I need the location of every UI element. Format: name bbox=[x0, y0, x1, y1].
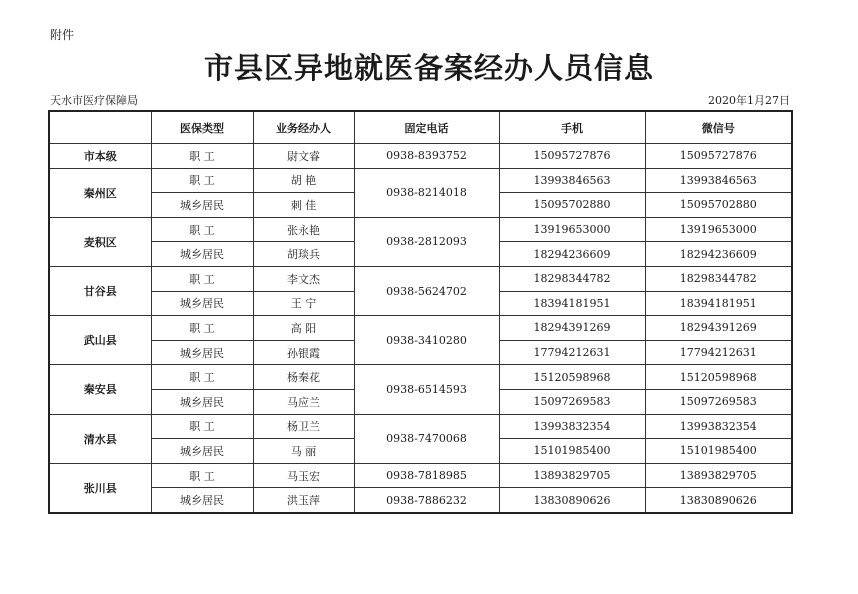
landline-cell: 0938-7886232 bbox=[354, 488, 499, 513]
wechat-cell: 18298344782 bbox=[645, 266, 792, 291]
wechat-cell: 18294236609 bbox=[645, 242, 792, 267]
wechat-cell: 18294391269 bbox=[645, 316, 792, 341]
region-cell: 市本级 bbox=[49, 144, 151, 169]
agent-cell: 洪玉萍 bbox=[253, 488, 354, 513]
mobile-cell: 13993846563 bbox=[499, 168, 645, 193]
wechat-cell: 13993832354 bbox=[645, 414, 792, 439]
attachment-label: 附件 bbox=[50, 28, 75, 42]
wechat-cell: 18394181951 bbox=[645, 291, 792, 316]
region-cell: 清水县 bbox=[49, 414, 151, 463]
insurance-type-cell: 职 工 bbox=[151, 266, 253, 291]
insurance-type-cell: 职 工 bbox=[151, 414, 253, 439]
agent-cell: 马 丽 bbox=[253, 439, 354, 464]
mobile-cell: 13893829705 bbox=[499, 463, 645, 488]
mobile-cell: 15120598968 bbox=[499, 365, 645, 390]
organization-name: 天水市医疗保障局 bbox=[50, 94, 138, 107]
mobile-cell: 13993832354 bbox=[499, 414, 645, 439]
wechat-cell: 15120598968 bbox=[645, 365, 792, 390]
agent-cell: 王 宁 bbox=[253, 291, 354, 316]
region-cell: 武山县 bbox=[49, 316, 151, 365]
mobile-cell: 18294236609 bbox=[499, 242, 645, 267]
agent-cell: 杨卫兰 bbox=[253, 414, 354, 439]
landline-cell: 0938-8214018 bbox=[354, 168, 499, 217]
wechat-cell: 15095727876 bbox=[645, 144, 792, 169]
landline-cell: 0938-5624702 bbox=[354, 266, 499, 315]
table-row bbox=[49, 316, 792, 341]
wechat-cell: 15097269583 bbox=[645, 389, 792, 414]
agent-cell: 杨秦花 bbox=[253, 365, 354, 390]
agent-cell: 马应兰 bbox=[253, 389, 354, 414]
mobile-cell: 13919653000 bbox=[499, 217, 645, 242]
insurance-type-cell: 职 工 bbox=[151, 316, 253, 341]
document-date: 2020年1月27日 bbox=[708, 94, 790, 107]
wechat-cell: 15095702880 bbox=[645, 193, 792, 218]
table-row bbox=[49, 365, 792, 390]
mobile-cell: 15095702880 bbox=[499, 193, 645, 218]
table-row bbox=[49, 217, 792, 242]
agent-cell: 马玉宏 bbox=[253, 463, 354, 488]
insurance-type-cell: 城乡居民 bbox=[151, 389, 253, 414]
table-row bbox=[49, 463, 792, 488]
wechat-cell: 13993846563 bbox=[645, 168, 792, 193]
landline-cell: 0938-7470068 bbox=[354, 414, 499, 463]
page-title: 市县区异地就医备案经办人员信息 bbox=[203, 51, 654, 85]
insurance-type-cell: 职 工 bbox=[151, 168, 253, 193]
landline-cell: 0938-8393752 bbox=[354, 144, 499, 169]
table-header-row bbox=[49, 111, 792, 144]
wechat-cell: 13919653000 bbox=[645, 217, 792, 242]
agent-cell: 胡琰兵 bbox=[253, 242, 354, 267]
table-row bbox=[49, 168, 792, 193]
column-header-agent: 业务经办人 bbox=[253, 111, 354, 144]
region-cell: 秦州区 bbox=[49, 168, 151, 217]
landline-cell: 0938-6514593 bbox=[354, 365, 499, 414]
agent-cell: 胡 艳 bbox=[253, 168, 354, 193]
column-header-wechat: 微信号 bbox=[645, 111, 792, 144]
mobile-cell: 17794212631 bbox=[499, 340, 645, 365]
mobile-cell: 13830890626 bbox=[499, 488, 645, 513]
landline-cell: 0938-7818985 bbox=[354, 463, 499, 488]
column-header-landline: 固定电话 bbox=[354, 111, 499, 144]
region-cell: 张川县 bbox=[49, 463, 151, 513]
table-row bbox=[49, 144, 792, 169]
table-row bbox=[49, 488, 792, 513]
agent-cell: 高 阳 bbox=[253, 316, 354, 341]
staff-table bbox=[48, 110, 793, 514]
wechat-cell: 13830890626 bbox=[645, 488, 792, 513]
agent-cell: 孙银霞 bbox=[253, 340, 354, 365]
region-cell: 秦安县 bbox=[49, 365, 151, 414]
mobile-cell: 18298344782 bbox=[499, 266, 645, 291]
mobile-cell: 15097269583 bbox=[499, 389, 645, 414]
agent-cell: 张永艳 bbox=[253, 217, 354, 242]
mobile-cell: 15095727876 bbox=[499, 144, 645, 169]
landline-cell: 0938-3410280 bbox=[354, 316, 499, 365]
mobile-cell: 15101985400 bbox=[499, 439, 645, 464]
column-header-insurance-type: 医保类型 bbox=[151, 111, 253, 144]
agent-cell: 刺 佳 bbox=[253, 193, 354, 218]
insurance-type-cell: 城乡居民 bbox=[151, 193, 253, 218]
agent-cell: 李文杰 bbox=[253, 266, 354, 291]
region-cell: 甘谷县 bbox=[49, 266, 151, 315]
insurance-type-cell: 城乡居民 bbox=[151, 242, 253, 267]
insurance-type-cell: 城乡居民 bbox=[151, 291, 253, 316]
landline-cell: 0938-2812093 bbox=[354, 217, 499, 266]
wechat-cell: 15101985400 bbox=[645, 439, 792, 464]
insurance-type-cell: 职 工 bbox=[151, 463, 253, 488]
mobile-cell: 18294391269 bbox=[499, 316, 645, 341]
agent-cell: 尉文睿 bbox=[253, 144, 354, 169]
insurance-type-cell: 职 工 bbox=[151, 144, 253, 169]
table-row bbox=[49, 266, 792, 291]
wechat-cell: 13893829705 bbox=[645, 463, 792, 488]
column-header-region bbox=[49, 111, 151, 144]
table-row bbox=[49, 414, 792, 439]
region-cell: 麦积区 bbox=[49, 217, 151, 266]
insurance-type-cell: 城乡居民 bbox=[151, 340, 253, 365]
insurance-type-cell: 城乡居民 bbox=[151, 488, 253, 513]
wechat-cell: 17794212631 bbox=[645, 340, 792, 365]
insurance-type-cell: 职 工 bbox=[151, 365, 253, 390]
column-header-mobile: 手机 bbox=[499, 111, 645, 144]
mobile-cell: 18394181951 bbox=[499, 291, 645, 316]
insurance-type-cell: 职 工 bbox=[151, 217, 253, 242]
insurance-type-cell: 城乡居民 bbox=[151, 439, 253, 464]
